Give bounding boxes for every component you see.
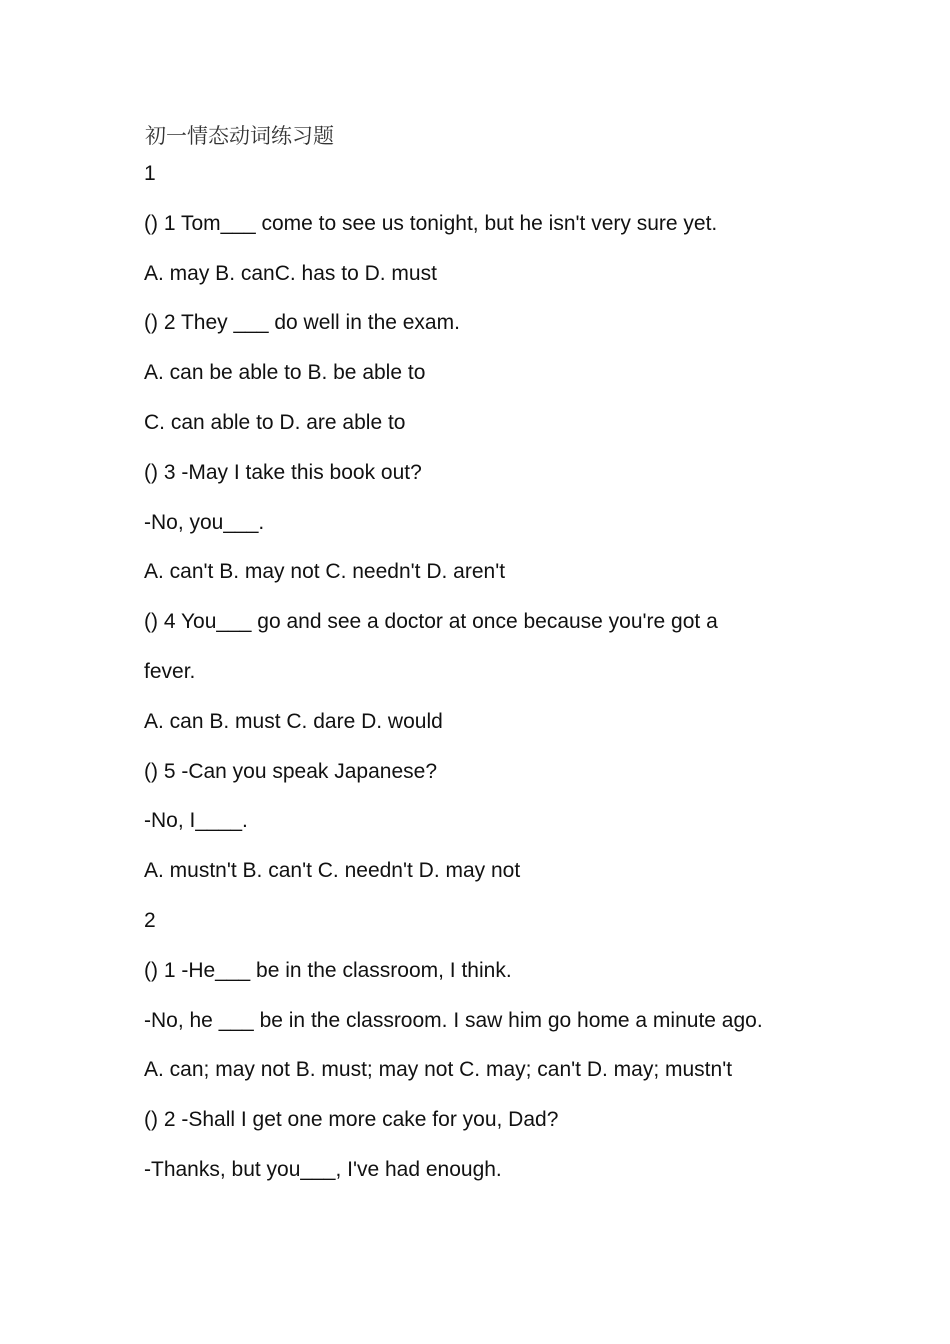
options-line: A. may B. canC. has to D. must: [144, 261, 437, 285]
question-line: () 2 -Shall I get one more cake for you, Dad?: [144, 1108, 559, 1132]
question-line: () 4 You___ go and see a doctor at once because you're got a: [144, 610, 718, 634]
question-line: () 5 -Can you speak Japanese?: [144, 759, 438, 783]
question-line: () 1 -He___ be in the classroom, I think.: [144, 958, 512, 982]
dialogue-line: -No, you___.: [144, 510, 265, 534]
section-number: 2: [144, 908, 156, 932]
options-line: A. can B. must C. dare D. would: [144, 709, 443, 733]
document-body: [144, 159, 864, 1205]
options-line: A. can; may not B. must; may not C. may; can't D. may; mustn't: [144, 1058, 733, 1082]
dialogue-line: -Thanks, but you___, I've had enough.: [144, 1157, 502, 1181]
options-line: C. can able to D. are able to: [144, 410, 406, 434]
options-line: A. can't B. may not C. needn't D. aren't: [144, 560, 506, 584]
question-line-continued: fever.: [144, 659, 196, 683]
question-line: () 3 -May I take this book out?: [144, 460, 422, 484]
document-title: 初一情态动词练习题: [145, 124, 334, 148]
dialogue-line: -No, I____.: [144, 809, 248, 833]
question-line: () 1 Tom___ come to see us tonight, but he isn't very sure yet.: [144, 211, 718, 235]
options-line: A. mustn't B. can't C. needn't D. may not: [144, 859, 521, 883]
options-line: A. can be able to B. be able to: [144, 361, 426, 385]
question-line: () 2 They ___ do well in the exam.: [144, 311, 460, 335]
section-number: 1: [144, 162, 156, 185]
dialogue-line: -No, he ___ be in the classroom. I saw him go home a minute ago.: [144, 1008, 763, 1032]
